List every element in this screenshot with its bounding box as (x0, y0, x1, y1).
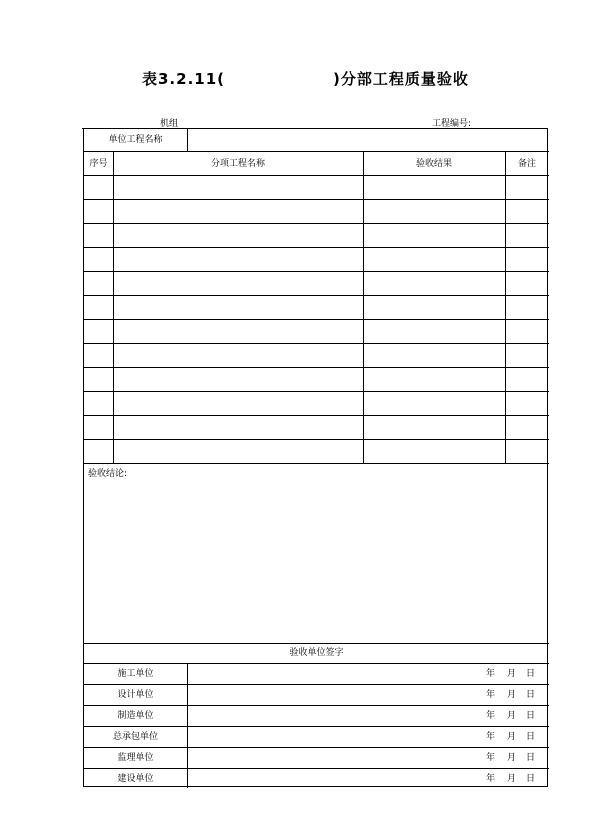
table-row-divider (84, 415, 549, 416)
sign-day-label: 日 (526, 753, 536, 763)
item-name-cell[interactable] (115, 201, 361, 222)
sign-day-label: 日 (526, 669, 536, 679)
header-item-name: 分项工程名称 (210, 159, 265, 169)
seq-cell[interactable] (86, 273, 111, 294)
item-name-cell[interactable] (115, 441, 361, 462)
signature-field[interactable] (189, 665, 474, 683)
sign-month-label: 月 (507, 711, 517, 721)
note-cell[interactable] (507, 249, 547, 270)
sign-row-divider (84, 726, 549, 727)
sign-unit-label: 制造单位 (117, 711, 154, 721)
item-name-cell[interactable] (115, 177, 361, 198)
result-cell[interactable] (365, 249, 503, 270)
item-name-cell[interactable] (115, 393, 361, 414)
title-suffix: )分部工程质量验收 (333, 70, 469, 88)
sign-unit-divider (187, 663, 188, 788)
conclusion-label: 验收结论: (88, 469, 128, 479)
sign-unit-label: 设计单位 (117, 690, 154, 700)
seq-cell[interactable] (86, 441, 111, 462)
seq-cell[interactable] (86, 249, 111, 270)
item-name-cell[interactable] (115, 345, 361, 366)
result-cell[interactable] (365, 441, 503, 462)
table-row-divider (84, 439, 549, 440)
note-cell[interactable] (507, 417, 547, 438)
sign-unit-label: 建设单位 (117, 774, 154, 784)
sign-year-label: 年 (486, 711, 496, 721)
result-cell[interactable] (365, 177, 503, 198)
seq-cell[interactable] (86, 177, 111, 198)
signature-field[interactable] (189, 749, 474, 767)
table-row-divider (84, 271, 549, 272)
signature-field[interactable] (189, 770, 474, 788)
sign-header-top (84, 643, 549, 644)
seq-cell[interactable] (86, 225, 111, 246)
sign-day-label: 日 (526, 711, 536, 721)
header-row-divider (84, 175, 549, 176)
sign-year-label: 年 (486, 732, 496, 742)
signature-field[interactable] (189, 686, 474, 704)
sign-unit-label: 监理单位 (117, 753, 154, 763)
table-row-divider (84, 247, 549, 248)
result-cell[interactable] (365, 321, 503, 342)
sign-day-label: 日 (526, 690, 536, 700)
seq-cell[interactable] (86, 369, 111, 390)
note-cell[interactable] (507, 321, 547, 342)
result-cell[interactable] (365, 345, 503, 366)
unit-label: 机组 (160, 119, 179, 129)
unit-project-input[interactable] (188, 130, 547, 150)
item-name-cell[interactable] (115, 417, 361, 438)
unit-project-label: 单位工程名称 (108, 135, 163, 145)
sign-year-label: 年 (486, 774, 496, 784)
note-cell[interactable] (507, 273, 547, 294)
sign-day-label: 日 (526, 732, 536, 742)
table-row-divider (84, 463, 549, 464)
header-seq: 序号 (89, 159, 108, 169)
sign-row-divider (84, 768, 549, 769)
seq-cell[interactable] (86, 393, 111, 414)
item-name-cell[interactable] (115, 225, 361, 246)
note-cell[interactable] (507, 225, 547, 246)
sign-year-label: 年 (486, 669, 496, 679)
conclusion-input[interactable] (86, 483, 547, 641)
project-code-label: 工程编号: (432, 119, 472, 129)
table-row-divider (84, 319, 549, 320)
seq-cell[interactable] (86, 321, 111, 342)
seq-cell[interactable] (86, 417, 111, 438)
sign-month-label: 月 (507, 732, 517, 742)
signature-field[interactable] (189, 728, 474, 746)
seq-cell[interactable] (86, 297, 111, 318)
sign-row-divider (84, 684, 549, 685)
result-cell[interactable] (365, 369, 503, 390)
sign-row-divider (84, 705, 549, 706)
result-cell[interactable] (365, 393, 503, 414)
form-title (0, 68, 590, 90)
sign-month-label: 月 (507, 753, 517, 763)
table-row-divider (84, 343, 549, 344)
item-name-cell[interactable] (115, 273, 361, 294)
note-cell[interactable] (507, 345, 547, 366)
sign-month-label: 月 (507, 669, 517, 679)
note-cell[interactable] (507, 369, 547, 390)
seq-cell[interactable] (86, 201, 111, 222)
result-cell[interactable] (365, 225, 503, 246)
item-name-cell[interactable] (115, 321, 361, 342)
sign-day-label: 日 (526, 774, 536, 784)
sign-month-label: 月 (507, 774, 517, 784)
table-row-divider (84, 223, 549, 224)
acceptance-table (83, 128, 548, 787)
seq-cell[interactable] (86, 345, 111, 366)
name-column-divider (363, 151, 364, 463)
title-prefix: 表3.2.11( (142, 70, 226, 88)
unit-project-row-divider (84, 151, 549, 152)
sign-month-label: 月 (507, 690, 517, 700)
seq-column-divider (113, 151, 114, 463)
sign-row-divider (84, 747, 549, 748)
note-cell[interactable] (507, 201, 547, 222)
table-row-divider (84, 199, 549, 200)
sign-unit-label: 施工单位 (117, 669, 154, 679)
result-column-divider (505, 151, 506, 463)
item-name-cell[interactable] (115, 297, 361, 318)
header-note: 备注 (517, 159, 536, 169)
result-cell[interactable] (365, 273, 503, 294)
result-cell[interactable] (365, 201, 503, 222)
result-cell[interactable] (365, 417, 503, 438)
table-row-divider (84, 391, 549, 392)
table-row-divider (84, 295, 549, 296)
sign-header-bottom (84, 663, 549, 664)
sign-year-label: 年 (486, 753, 496, 763)
item-name-cell[interactable] (115, 369, 361, 390)
item-name-cell[interactable] (115, 249, 361, 270)
signature-field[interactable] (189, 707, 474, 725)
sign-unit-label: 总承包单位 (112, 732, 158, 742)
sign-header: 验收单位签字 (289, 648, 344, 658)
note-cell[interactable] (507, 177, 547, 198)
note-cell[interactable] (507, 393, 547, 414)
note-cell[interactable] (507, 441, 547, 462)
result-cell[interactable] (365, 297, 503, 318)
sign-year-label: 年 (486, 690, 496, 700)
table-row-divider (84, 367, 549, 368)
note-cell[interactable] (507, 297, 547, 318)
header-result: 验收结果 (415, 159, 452, 169)
